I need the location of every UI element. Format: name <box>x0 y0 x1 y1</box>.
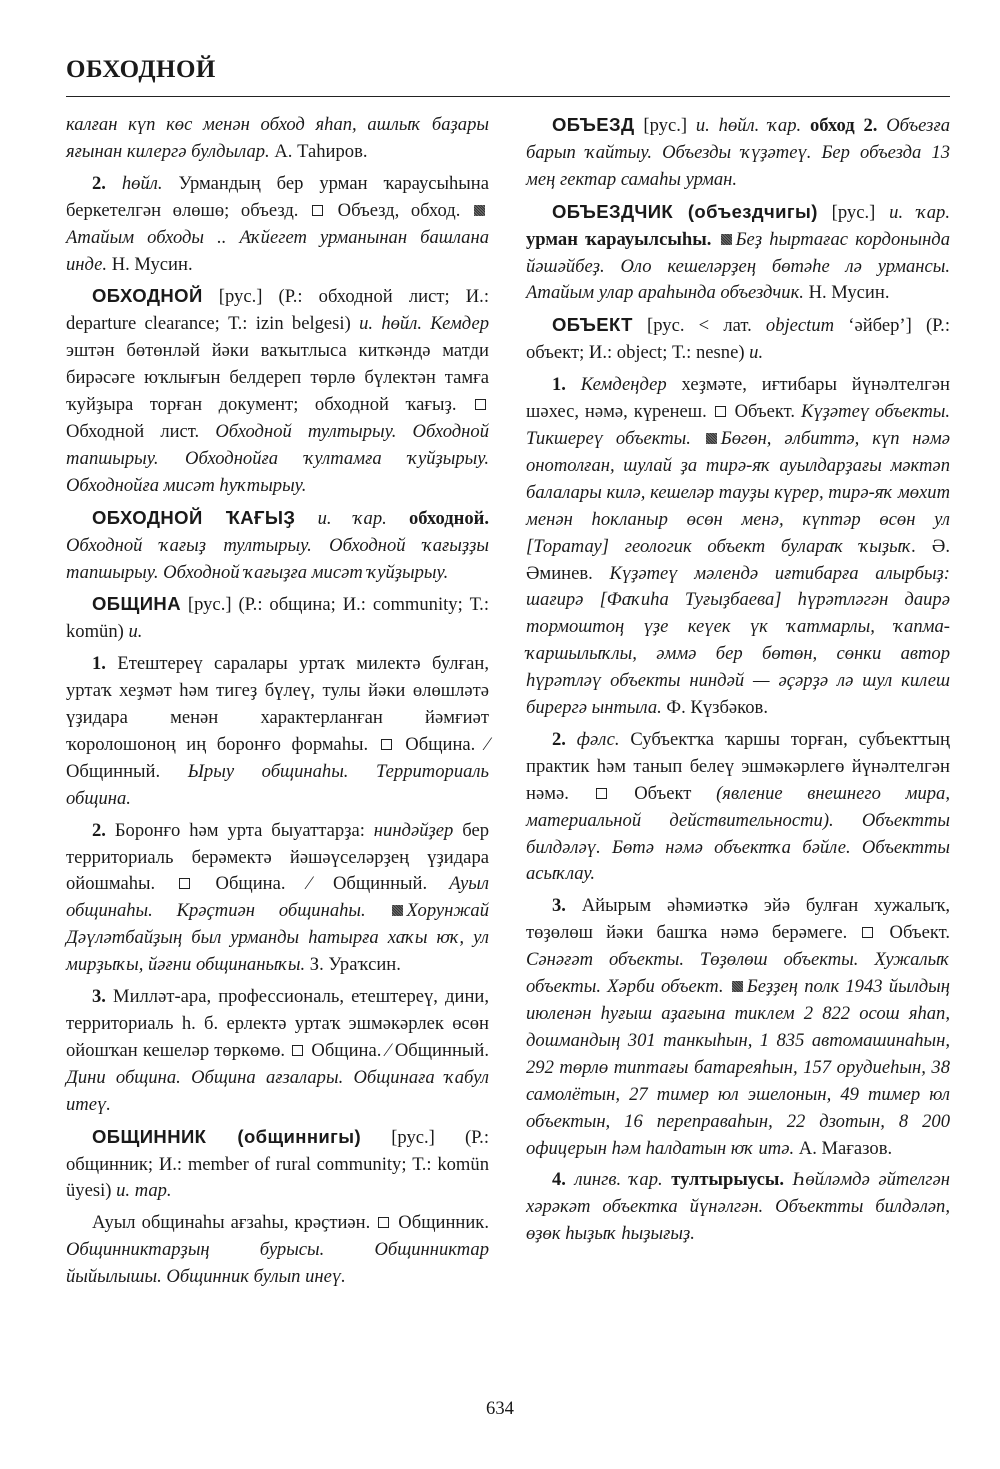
headword: ОБХОДНОЙ ҠАҒЫҘ <box>92 506 296 528</box>
sense-1: 1. Етештереү саралары уртаҡ милектә булған, уртаҡ хеҙмәт һәм тигеҙ бүлеү, тулы йәки өлөшләтә үҙидара менән характерланған йәмғиәт ҡоролошоноң иң боронғо формаһы. Община. ⁄ Общинный. Ырыу общинаһы. Территориаль община. <box>66 653 489 809</box>
headword: ОБХОДНОЙ <box>92 285 203 307</box>
headword: ОБЩИНА <box>92 593 181 615</box>
entry-obezd: ОБЪЕЗД [рус.] и. һөйл. ҡар. обход 2. Объезға барып ҡайтыу. Объезды ҡүҙәтеү. Бер объезда 13 мең гектар самаһы урман. <box>526 114 950 190</box>
sense-2: 2. һөйл. Урмандың бер урман ҡараусыһына беркетелгән өлөшө; объезд. Объезд, обход. Атайым обходы .. Аҡйегет урманынан башлана инде. Н. Мусин. <box>66 172 490 275</box>
filled-square-icon <box>392 905 403 916</box>
filled-square-icon <box>721 234 732 245</box>
filled-square-icon <box>474 205 485 216</box>
empty-square-icon <box>596 788 607 799</box>
sense-1: 1. Кемдеңдер хеҙмәте, иғтибары йүнәлтелгән шәхес, нәмә, күренеш. Объект. Күҙәтеү объекты. Тикшереү объекты. Бөгөн, әлбиттә, күп нәмә онотолған, шулай ҙа тирә-яҡ ауылдарҙағы мәктәп балалары килә, кешеләр тауҙы күрер, тирә-яҡ мөхит менән һокланыр өсөн менә, күптәр өсөн ул [Торатау] геологик объект булараҡ ҡыҙыҡ. Ә. Әминев. Күҙәтеү мәлендә иғтибарға алырбыҙ: шағирә [Фаҡиһа Туғыҙбаева] һүрәтләгән даирә тормоштоң үҙе кеүек үк ҡатмарлы, ҡапма-ҡаршылыҡлы, әммә бер бөтөн, сөнки автор һүрәтләү объекты ниндәй — әҫәрҙә лә шул килеш бирергә ынтыла. Ф. Күзбәков. <box>526 374 951 719</box>
empty-square-icon <box>312 205 323 216</box>
filled-square-icon <box>732 981 743 992</box>
sense-3: 3. Айырым әһәмиәткә эйә булған хужалыҡ, төҙөлөш йәки башҡа нәмә берәмеге. Объект. Сәнәғәт объекты. Төҙөлөш объекты. Хужалыҡ объекты. Хәрби объект. Беҙҙең полк 1943 йылдың июленән һуғыш аҙағына тиклем 2 822 осош яһап, дошмандың 301 танкыһын, 1 835 автомашинаһын, 292 төрлө типтағы батареяһын, 157 орудиеһын, 38 самолётын, 27 тимер юл эшелонын, 49 тимер юл объектын, 16 переправаһын, 22 дзотын, 8 200 офицерын һәм һалдатын юҡ итә. А. Мағазов. <box>526 895 950 1159</box>
sense-3: 3. Милләт-ара, профессиональ, етештереү, дини, территориаль һ. б. ерлектә уртаҡ эшмәкәрлек өсөн ойошҡан кешеләр төркөмө. Община. ⁄ Общинный. Дини община. Община ағзалары. Общинаға ҡабул итеү. <box>66 986 489 1115</box>
headword: ОБЩИННИК (общиннигы) <box>92 1125 362 1147</box>
headword: ОБЪЕЗД <box>552 114 635 135</box>
header-rule <box>66 96 950 97</box>
entry-obezdchik: ОБЪЕЗДЧИК (объездчигы) [рус.] и. ҡар. урман ҡарауылсыһы. Беҙ һыртағас кордонында йәшәйбеҙ. Оло кешеләрҙең бөтәһе лә урмансы. Атайым улар араһында объездчик. Н. Мусин. <box>526 200 950 304</box>
headword: ОБЪЕКТ <box>552 314 633 336</box>
empty-square-icon <box>715 406 726 417</box>
entry-obshchina: ОБЩИНА [рус.] (Р.: община; И.: community; Т.: komün) и. <box>66 593 489 643</box>
empty-square-icon <box>381 739 392 750</box>
running-header: ОБХОДНОЙ <box>66 56 216 83</box>
entry-obkhodnoy-kagyz: ОБХОДНОЙ ҠАҒЫҘ и. ҡар. обходной. Обходной ҡағыҙ тултырыу. Обходной ҡағыҙҙы тапшырыу. Обходной ҡағыҙға мисәт ҡуйҙырыу. <box>66 506 489 583</box>
empty-square-icon <box>292 1045 303 1056</box>
continued-entry: калған күп көс менән обход яһап, ашлыҡ баҙары яғынан килергә булдылар. А. Таһиров. <box>66 114 489 162</box>
right-column <box>526 112 950 1253</box>
entry-obekt: ОБЪЕКТ [рус. < лат. objectum ‘әйбер’] (Р.: объект; И.: object; Т.: nesne) и. <box>526 314 950 364</box>
sense-2: 2. Боронғо һәм урта быуаттарҙа: ниндәйҙер бер территориаль берәмектә йәшәүселәрҙең үҙидара ойошмаһы. Община. ⁄ Общинный. Ауыл общинаһы. Крәҫтиән общинаһы. Хорунжай Дәүләтбайҙың был урманды һатырға хаҡы юҡ, ул мирҙыҡы, йәғни общинаныҡы. З. Ураҡсин. <box>66 819 489 976</box>
empty-square-icon <box>862 927 873 938</box>
page-number: 634 <box>486 1398 514 1419</box>
entry-obshchinnik: ОБЩИННИК (общиннигы) [рус.] (Р.: общинник; И.: member of rural community; Т.: komün üyesi) и. тар. <box>66 1125 489 1202</box>
empty-square-icon <box>475 399 486 410</box>
sense-2: 2. фәлс. Субъектҡа ҡаршы торған, субъекттың практик һәм танып белеү эшмәкәрлегө йүнәлтелгән нәмә. Объект (явление внешнего мира, материальной действительности). Объектты билдәләү. Бөтә нәмә объектҡа бәйле. Объектты асыҡлау. <box>526 728 951 885</box>
headword: ОБЪЕЗДЧИК (объездчигы) <box>552 200 818 222</box>
sense-4: 4. лингв. ҡар. тултырыусы. Һөйләмдә әйтелгән хәрәкәт объектка йүнәлгән. Объектты билдәләп, өҙөк һыҙыҡ һыҙығыҙ. <box>526 1169 950 1245</box>
entry-obkhodnoy: ОБХОДНОЙ [рус.] (Р.: обходной лист; И.: departure clearance; Т.: izin belgesi) и. һөйл. Кемдер эштән бөтөнләй йәки ваҡытлыса киткәндә матди бирәсәге юҡлығын белдереп төрлө бүлектән тамға ҡуйҙыра торған документ; обходной ҡағыҙ. Обходной лист. Обходной тултырыу. Обходной тапшырыу. Обходнойға ҡултамға ҡуйҙырыу. Обходнойға мисәт һуҡтырыу. <box>66 285 489 496</box>
empty-square-icon <box>179 878 190 889</box>
empty-square-icon <box>378 1217 389 1228</box>
left-column <box>66 112 489 1296</box>
entry-obshchinnik-def: Ауыл общинаһы ағзаһы, крәҫтиән. Общинник. Общинниктарҙың бурысы. Общинниктар йыйылышы. Общинник булып инеү. <box>66 1212 489 1288</box>
filled-square-icon <box>706 433 717 444</box>
